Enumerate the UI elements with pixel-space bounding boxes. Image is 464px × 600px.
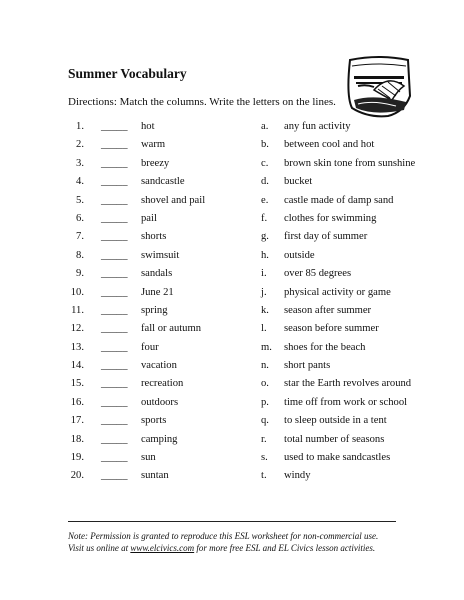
definition-letter: f. xyxy=(261,212,268,224)
match-row xyxy=(0,360,464,378)
visit-suffix: for more free ESL and EL Civics lesson activities. xyxy=(194,543,376,553)
definition-text: used to make sandcastles xyxy=(284,452,391,464)
definition-text: between cool and hot xyxy=(284,139,375,151)
definition-text: shoes for the beach xyxy=(284,341,366,353)
vocabulary-term: sandcastle xyxy=(141,176,185,188)
beach-umbrella-illustration xyxy=(344,56,414,120)
item-number: 2. xyxy=(76,139,84,151)
definition-letter: l. xyxy=(261,323,267,335)
vocabulary-term: swimsuit xyxy=(141,249,180,261)
definition-letter: b. xyxy=(261,139,269,151)
item-number: 20. xyxy=(70,470,84,482)
match-row xyxy=(0,250,464,268)
match-row xyxy=(0,305,464,323)
definition-text: clothes for swimming xyxy=(284,212,377,224)
vocabulary-term: sun xyxy=(141,452,156,464)
item-number: 16. xyxy=(70,396,84,408)
item-number: 15. xyxy=(70,378,84,390)
answer-blank[interactable]: _____ xyxy=(101,157,128,169)
item-number: 6. xyxy=(76,212,84,224)
item-number: 8. xyxy=(76,249,84,261)
footer-note xyxy=(68,530,408,554)
vocabulary-term: pail xyxy=(141,212,157,224)
vocabulary-term: camping xyxy=(141,433,178,445)
match-row xyxy=(0,452,464,470)
definition-letter: k. xyxy=(261,304,269,316)
item-number: 13. xyxy=(70,341,84,353)
match-row xyxy=(0,176,464,194)
match-row xyxy=(0,231,464,249)
definition-letter: a. xyxy=(261,121,269,132)
vocabulary-term: spring xyxy=(141,304,168,316)
answer-blank[interactable]: _____ xyxy=(101,304,128,316)
match-row xyxy=(0,434,464,452)
item-number: 19. xyxy=(70,452,84,464)
vocabulary-term: June 21 xyxy=(141,286,174,298)
visit-note xyxy=(68,542,408,554)
footer-divider xyxy=(68,521,396,522)
definition-text: physical activity or game xyxy=(284,286,391,298)
permission-note: Note: Permission is granted to reproduce this ESL worksheet for non-commercial use. xyxy=(68,531,379,541)
definition-letter: g. xyxy=(261,231,269,243)
definition-letter: c. xyxy=(261,157,269,169)
definition-text: first day of summer xyxy=(284,231,368,243)
answer-blank[interactable]: _____ xyxy=(101,286,128,298)
match-row xyxy=(0,158,464,176)
definition-text: to sleep outside in a tent xyxy=(284,415,387,427)
definition-text: any fun activity xyxy=(284,121,351,132)
answer-blank[interactable]: _____ xyxy=(101,249,128,261)
vocabulary-term: outdoors xyxy=(141,396,179,408)
match-row xyxy=(0,323,464,341)
definition-letter: h. xyxy=(261,249,269,261)
match-row xyxy=(0,378,464,396)
answer-blank[interactable]: _____ xyxy=(101,121,128,132)
item-number: 5. xyxy=(76,194,84,206)
definition-text: over 85 degrees xyxy=(284,268,352,280)
definition-text: short pants xyxy=(284,360,331,372)
match-row xyxy=(0,195,464,213)
definition-letter: p. xyxy=(261,396,269,408)
vocabulary-term: suntan xyxy=(141,470,169,482)
answer-blank[interactable]: _____ xyxy=(101,470,128,482)
item-number: 14. xyxy=(70,360,84,372)
definition-text: outside xyxy=(284,249,315,261)
vocabulary-term: vacation xyxy=(141,360,177,372)
match-row xyxy=(0,470,464,488)
definition-text: season after summer xyxy=(284,304,372,316)
definition-letter: d. xyxy=(261,176,269,188)
match-row xyxy=(0,397,464,415)
match-row xyxy=(0,139,464,157)
item-number: 1. xyxy=(76,121,84,132)
item-number: 18. xyxy=(70,433,84,445)
answer-blank[interactable]: _____ xyxy=(101,231,128,243)
visit-prefix: Visit us online at xyxy=(68,543,131,553)
definition-letter: s. xyxy=(261,452,268,464)
vocabulary-term: shorts xyxy=(141,231,167,243)
definition-letter: i. xyxy=(261,268,267,280)
answer-blank[interactable]: _____ xyxy=(101,378,128,390)
definition-text: season before summer xyxy=(284,323,379,335)
item-number: 4. xyxy=(76,176,84,188)
definition-letter: r. xyxy=(261,433,267,445)
definition-text: bucket xyxy=(284,176,313,188)
vocabulary-term: hot xyxy=(141,121,155,132)
definition-letter: e. xyxy=(261,194,269,206)
match-row xyxy=(0,268,464,286)
item-number: 7. xyxy=(76,231,84,243)
definition-letter: n. xyxy=(261,360,269,372)
answer-blank[interactable]: _____ xyxy=(101,194,128,206)
item-number: 9. xyxy=(76,268,84,280)
definition-letter: t. xyxy=(261,470,267,482)
definition-text: castle made of damp sand xyxy=(284,194,394,206)
definition-text: total number of seasons xyxy=(284,433,385,445)
answer-blank[interactable]: _____ xyxy=(101,415,128,427)
definition-letter: q. xyxy=(261,415,269,427)
answer-blank[interactable]: _____ xyxy=(101,323,128,335)
answer-blank[interactable]: _____ xyxy=(101,396,128,408)
vocabulary-term: warm xyxy=(141,139,166,151)
vocabulary-term: sandals xyxy=(141,268,173,280)
answer-blank[interactable]: _____ xyxy=(101,452,128,464)
definition-text: brown skin tone from sunshine xyxy=(284,157,416,169)
vocabulary-term: fall or autumn xyxy=(141,323,202,335)
vocabulary-term: recreation xyxy=(141,378,184,390)
answer-blank[interactable]: _____ xyxy=(101,360,128,372)
answer-blank[interactable]: _____ xyxy=(101,176,128,188)
definition-letter: m. xyxy=(261,341,272,353)
item-number: 12. xyxy=(70,323,84,335)
item-number: 17. xyxy=(70,415,84,427)
match-row xyxy=(0,287,464,305)
worksheet-title: Summer Vocabulary xyxy=(68,66,187,81)
matching-list xyxy=(0,121,464,489)
vocabulary-term: four xyxy=(141,341,159,353)
answer-blank[interactable]: _____ xyxy=(101,341,128,353)
vocabulary-term: sports xyxy=(141,415,167,427)
vocabulary-term: shovel and pail xyxy=(141,194,206,206)
match-row xyxy=(0,342,464,360)
answer-blank[interactable]: _____ xyxy=(101,268,128,280)
match-row xyxy=(0,213,464,231)
answer-blank[interactable]: _____ xyxy=(101,212,128,224)
definition-letter: j. xyxy=(261,286,267,298)
definition-text: time off from work or school xyxy=(284,396,408,408)
definition-letter: o. xyxy=(261,378,269,390)
match-row xyxy=(0,415,464,433)
definition-text: star the Earth revolves around xyxy=(284,378,412,390)
vocabulary-term: breezy xyxy=(141,157,170,169)
directions: Directions: Match the columns. Write the letters on the lines. xyxy=(68,96,336,108)
item-number: 3. xyxy=(76,157,84,169)
answer-blank[interactable]: _____ xyxy=(101,139,128,151)
match-row xyxy=(0,121,464,139)
item-number: 10. xyxy=(70,286,84,298)
answer-blank[interactable]: _____ xyxy=(101,433,128,445)
item-number: 11. xyxy=(71,304,84,316)
definition-text: windy xyxy=(284,470,311,482)
website-link[interactable]: www.elcivics.com xyxy=(130,543,195,553)
